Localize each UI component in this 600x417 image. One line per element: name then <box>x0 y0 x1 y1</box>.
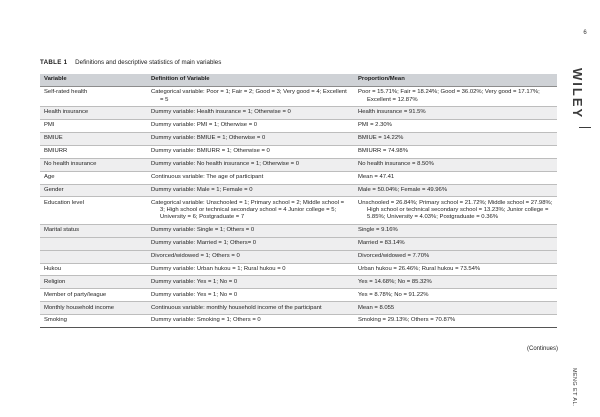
cell-value: Unschooled = 26.84%; Primary school = 21.72%; Middle school = 27.98%; High school or technical secondary school = 13.23%; Junior college = 5.85%; University = 4.03%; Postgraduate = 0.36% <box>354 197 557 224</box>
cell-definition: Dummy variable: BMIURR = 1; Otherwise = 0 <box>147 145 354 158</box>
cell-variable <box>40 250 147 263</box>
table-row <box>40 250 557 263</box>
table-caption <box>40 59 221 66</box>
cell-variable: Gender <box>40 184 147 197</box>
table-row <box>40 87 557 107</box>
cell-value: Married = 83.14% <box>354 237 557 250</box>
cell-value: Urban hukou = 26.46%; Rural hukou = 73.54% <box>354 263 557 276</box>
header-variable: Variable <box>40 74 147 87</box>
cell-value: Single = 9.16% <box>354 224 557 237</box>
cell-variable: Smoking <box>40 315 147 328</box>
table-row <box>40 158 557 171</box>
table-row <box>40 120 557 133</box>
publisher-rule <box>579 127 591 128</box>
cell-definition: Dummy variable: Urban hukou = 1; Rural hukou = 0 <box>147 263 354 276</box>
cell-variable: Age <box>40 171 147 184</box>
table-row <box>40 184 557 197</box>
cell-variable: Hukou <box>40 263 147 276</box>
cell-definition: Dummy variable: Yes = 1; No = 0 <box>147 276 354 289</box>
table-row <box>40 145 557 158</box>
cell-value: Male = 50.04%; Female = 49.96% <box>354 184 557 197</box>
cell-variable: Member of party/league <box>40 289 147 302</box>
cell-value: Divorced/widowed = 7.70% <box>354 250 557 263</box>
cell-value: BMIUE = 14.22% <box>354 132 557 145</box>
cell-definition: Divorced/widowed = 1; Others = 0 <box>147 250 354 263</box>
cell-value: Poor = 15.71%; Fair = 18.24%; Good = 36.02%; Very good = 17.17%; Excellent = 12.87% <box>354 87 557 107</box>
cell-variable: BMIUE <box>40 132 147 145</box>
variables-table <box>40 74 557 328</box>
cell-value: Mean = 47.41 <box>354 171 557 184</box>
cell-variable: No health insurance <box>40 158 147 171</box>
table-row <box>40 315 557 328</box>
cell-variable: PMI <box>40 120 147 133</box>
header-proportion-mean: Proportion/Mean <box>354 74 557 87</box>
table-row <box>40 132 557 145</box>
cell-definition: Dummy variable: Smoking = 1; Others = 0 <box>147 315 354 328</box>
cell-value: Yes = 14.68%; No = 85.32% <box>354 276 557 289</box>
cell-variable <box>40 237 147 250</box>
cell-definition: Dummy variable: Married = 1; Others= 0 <box>147 237 354 250</box>
cell-value: Health insurance = 91.5% <box>354 107 557 120</box>
page-number: 6 <box>583 30 587 36</box>
cell-definition: Dummy variable: Single = 1; Others = 0 <box>147 224 354 237</box>
table-row <box>40 289 557 302</box>
table-label: TABLE 1 <box>40 59 68 66</box>
cell-value: Mean = 8.055 <box>354 302 557 315</box>
publisher-logo: WILEY <box>570 68 585 120</box>
table-row <box>40 107 557 120</box>
table-title: Definitions and descriptive statistics of main variables <box>75 59 222 66</box>
cell-variable: Education level <box>40 197 147 224</box>
table-row <box>40 197 557 224</box>
cell-value: Smoking = 29.13%; Others = 70.87% <box>354 315 557 328</box>
cell-definition: Dummy variable: PMI = 1; Otherwise = 0 <box>147 120 354 133</box>
cell-variable: Health insurance <box>40 107 147 120</box>
cell-definition: Dummy variable: BMIUE = 1; Otherwise = 0 <box>147 132 354 145</box>
table-row <box>40 263 557 276</box>
cell-definition: Categorical variable: Poor = 1; Fair = 2; Good = 3; Very good = 4; Excellent = 5 <box>147 87 354 107</box>
table-row <box>40 302 557 315</box>
header-definition: Definition of Variable <box>147 74 354 87</box>
continues-note: (Continues) <box>526 346 558 352</box>
running-head-authors: MENG ET AL. <box>571 368 577 407</box>
cell-variable: Religion <box>40 276 147 289</box>
cell-definition: Dummy variable: Health insurance = 1; Otherwise = 0 <box>147 107 354 120</box>
table-row <box>40 276 557 289</box>
table-row <box>40 237 557 250</box>
cell-definition: Dummy variable: Yes = 1; No = 0 <box>147 289 354 302</box>
cell-variable: Self-rated health <box>40 87 147 107</box>
cell-variable: BMIURR <box>40 145 147 158</box>
table-header-row <box>40 74 557 87</box>
cell-definition: Dummy variable: Male = 1; Female = 0 <box>147 184 354 197</box>
cell-value: Yes = 8.78%; No = 91.22% <box>354 289 557 302</box>
cell-definition: Categorical variable: Unschooled = 1; Primary school = 2; Middle school = 3; High school or technical secondary school = 4 Junior college = 5; University = 6; Postgraduate = 7 <box>147 197 354 224</box>
table-row <box>40 224 557 237</box>
cell-variable: Marital status <box>40 224 147 237</box>
page-sidebar <box>570 20 595 407</box>
cell-value: BMIURR = 74.98% <box>354 145 557 158</box>
cell-definition: Continuous variable: monthly household income of the participant <box>147 302 354 315</box>
cell-variable: Monthly household income <box>40 302 147 315</box>
cell-definition: Dummy variable: No health insurance = 1; Otherwise = 0 <box>147 158 354 171</box>
table-row <box>40 171 557 184</box>
cell-definition: Continuous variable: The age of participant <box>147 171 354 184</box>
cell-value: PMI = 2.30% <box>354 120 557 133</box>
cell-value: No health insurance = 8.50% <box>354 158 557 171</box>
